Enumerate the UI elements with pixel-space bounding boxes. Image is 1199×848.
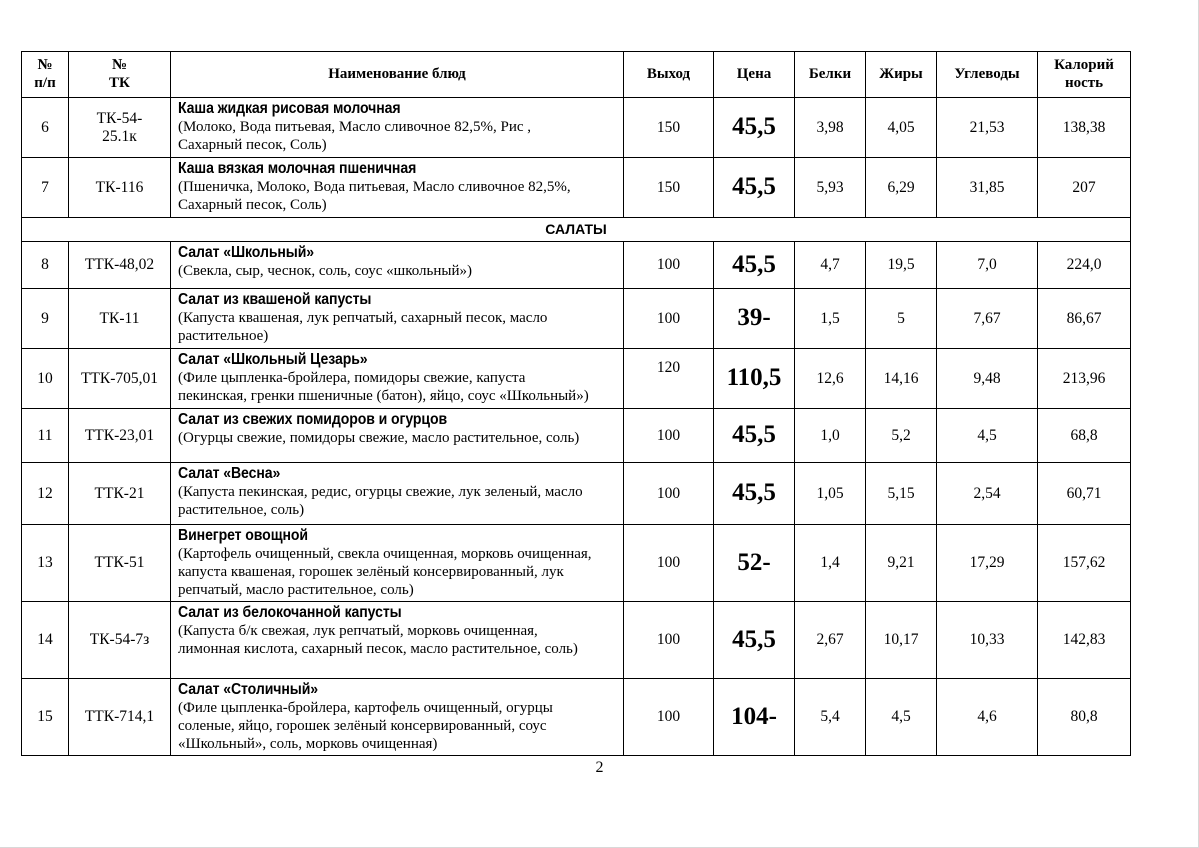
price: 45,5 — [714, 158, 795, 218]
yield: 100 — [624, 463, 714, 525]
yield: 100 — [624, 242, 714, 289]
header-calories: Калорий ность — [1038, 52, 1131, 98]
protein: 1,5 — [795, 289, 866, 349]
table-row — [22, 349, 1131, 409]
dish-name: Салат из свежих помидоров и огурцов — [178, 411, 448, 428]
fat: 19,5 — [866, 242, 937, 289]
row-number: 9 — [22, 289, 69, 349]
yield: 100 — [624, 525, 714, 602]
price: 104- — [714, 679, 795, 756]
table-row — [22, 602, 1131, 679]
row-number: 10 — [22, 349, 69, 409]
calories: 213,96 — [1038, 349, 1131, 409]
dish-composition: (Свекла, сыр, чеснок, соль, соус «школьный») — [178, 263, 472, 280]
price: 45,5 — [714, 602, 795, 679]
table-row — [22, 409, 1131, 463]
fat: 6,29 — [866, 158, 937, 218]
calories: 207 — [1038, 158, 1131, 218]
carbs: 2,54 — [937, 463, 1038, 525]
header-fat: Жиры — [866, 52, 937, 98]
protein: 2,67 — [795, 602, 866, 679]
dish-name: Винегрет овощной — [178, 527, 308, 544]
row-number: 6 — [22, 98, 69, 158]
fat: 14,16 — [866, 349, 937, 409]
carbs: 10,33 — [937, 602, 1038, 679]
table-row — [22, 242, 1131, 289]
header-price: Цена — [714, 52, 795, 98]
dish-cell — [171, 525, 624, 602]
table-row — [22, 289, 1131, 349]
dish-name: Салат из белокочанной капусты — [178, 604, 402, 621]
header-name: Наименование блюд — [171, 52, 624, 98]
price: 45,5 — [714, 463, 795, 525]
protein: 1,0 — [795, 409, 866, 463]
protein: 12,6 — [795, 349, 866, 409]
calories: 80,8 — [1038, 679, 1131, 756]
dish-composition: (Капуста квашеная, лук репчатый, сахарный песок, масло растительное) — [178, 310, 548, 345]
protein: 1,4 — [795, 525, 866, 602]
dish-composition: (Капуста пекинская, редис, огурцы свежие, лук зеленый, масло растительное, соль) — [178, 484, 583, 519]
table-row — [22, 679, 1131, 756]
fat: 5 — [866, 289, 937, 349]
dish-composition: (Филе цыпленка-бройлера, картофель очищенный, огурцы соленые, яйцо, горошек зелёный консервированный, соус «Школьный», соль, морковь очищенная) — [178, 700, 553, 753]
header-tk: № ТК — [69, 52, 171, 98]
dish-composition: (Картофель очищенный, свекла очищенная, морковь очищенная, капуста квашеная, горошек зелёный консервированный, лук репчатый, масло растительное, соль) — [178, 546, 592, 599]
dish-composition: (Огурцы свежие, помидоры свежие, масло растительное, соль) — [178, 430, 580, 447]
table-row — [22, 525, 1131, 602]
calories: 86,67 — [1038, 289, 1131, 349]
dish-cell — [171, 409, 624, 463]
dish-cell — [171, 679, 624, 756]
yield: 150 — [624, 98, 714, 158]
yield: 100 — [624, 602, 714, 679]
tk-code: ТТК-23,01 — [69, 409, 171, 463]
price: 45,5 — [714, 242, 795, 289]
dish-composition: (Капуста б/к свежая, лук репчатый, морковь очищенная, лимонная кислота, сахарный песок, масло растительное, соль) — [178, 623, 578, 658]
yield: 100 — [624, 289, 714, 349]
carbs: 21,53 — [937, 98, 1038, 158]
calories: 142,83 — [1038, 602, 1131, 679]
dish-name: Каша жидкая рисовая молочная — [178, 100, 401, 117]
fat: 10,17 — [866, 602, 937, 679]
tk-code: ТК-11 — [69, 289, 171, 349]
row-number: 13 — [22, 525, 69, 602]
calories: 157,62 — [1038, 525, 1131, 602]
tk-code: ТТК-21 — [69, 463, 171, 525]
row-number: 11 — [22, 409, 69, 463]
dish-cell — [171, 242, 624, 289]
fat: 9,21 — [866, 525, 937, 602]
row-number: 7 — [22, 158, 69, 218]
tk-code: ТТК-51 — [69, 525, 171, 602]
dish-cell — [171, 602, 624, 679]
dish-cell — [171, 463, 624, 525]
row-number: 8 — [22, 242, 69, 289]
fat: 5,15 — [866, 463, 937, 525]
tk-code: ТК-116 — [69, 158, 171, 218]
dish-name: Салат «Школьный» — [178, 244, 315, 261]
header-yield: Выход — [624, 52, 714, 98]
tk-code: ТТК-48,02 — [69, 242, 171, 289]
dish-name: Салат из квашеной капусты — [178, 291, 372, 308]
yield: 150 — [624, 158, 714, 218]
price: 45,5 — [714, 409, 795, 463]
dish-composition: (Филе цыпленка-бройлера, помидоры свежие, капуста пекинская, гренки пшеничные (батон), яйцо, соус «Школьный») — [178, 370, 589, 405]
yield: 100 — [624, 409, 714, 463]
table-row — [22, 158, 1131, 218]
calories: 138,38 — [1038, 98, 1131, 158]
header-protein: Белки — [795, 52, 866, 98]
carbs: 7,67 — [937, 289, 1038, 349]
section-title: САЛАТЫ — [22, 218, 1131, 242]
protein: 3,98 — [795, 98, 866, 158]
protein: 5,4 — [795, 679, 866, 756]
dish-cell — [171, 98, 624, 158]
dish-cell — [171, 349, 624, 409]
protein: 4,7 — [795, 242, 866, 289]
carbs: 31,85 — [937, 158, 1038, 218]
carbs: 4,6 — [937, 679, 1038, 756]
dish-cell — [171, 158, 624, 218]
fat: 5,2 — [866, 409, 937, 463]
dish-name: Салат «Школьный Цезарь» — [178, 351, 368, 368]
protein: 1,05 — [795, 463, 866, 525]
header-row — [22, 52, 1131, 98]
table-row — [22, 463, 1131, 525]
dish-name: Каша вязкая молочная пшеничная — [178, 160, 417, 177]
dish-composition: (Молоко, Вода питьевая, Масло сливочное 82,5%, Рис , Сахарный песок, Соль) — [178, 119, 532, 154]
section-row — [22, 218, 1131, 242]
header-carbs: Углеводы — [937, 52, 1038, 98]
calories: 68,8 — [1038, 409, 1131, 463]
yield: 120 — [624, 349, 714, 409]
price: 45,5 — [714, 98, 795, 158]
dish-cell — [171, 289, 624, 349]
tk-code: ТТК-705,01 — [69, 349, 171, 409]
calories: 224,0 — [1038, 242, 1131, 289]
row-number: 15 — [22, 679, 69, 756]
price: 52- — [714, 525, 795, 602]
price: 110,5 — [714, 349, 795, 409]
calories: 60,71 — [1038, 463, 1131, 525]
fat: 4,05 — [866, 98, 937, 158]
dish-composition: (Пшеничка, Молоко, Вода питьевая, Масло сливочное 82,5%, Сахарный песок, Соль) — [178, 179, 571, 214]
price: 39- — [714, 289, 795, 349]
header-num: № п/п — [22, 52, 69, 98]
protein: 5,93 — [795, 158, 866, 218]
table-row — [22, 98, 1131, 158]
yield: 100 — [624, 679, 714, 756]
fat: 4,5 — [866, 679, 937, 756]
menu-table — [21, 51, 1131, 756]
tk-code: ТК-54-7з — [69, 602, 171, 679]
carbs: 7,0 — [937, 242, 1038, 289]
dish-name: Салат «Столичный» — [178, 681, 319, 698]
tk-code: ТТК-714,1 — [69, 679, 171, 756]
dish-name: Салат «Весна» — [178, 465, 281, 482]
row-number: 14 — [22, 602, 69, 679]
tk-code: ТК-54- 25.1к — [69, 98, 171, 158]
row-number: 12 — [22, 463, 69, 525]
carbs: 17,29 — [937, 525, 1038, 602]
page-number: 2 — [595, 759, 604, 776]
carbs: 9,48 — [937, 349, 1038, 409]
carbs: 4,5 — [937, 409, 1038, 463]
